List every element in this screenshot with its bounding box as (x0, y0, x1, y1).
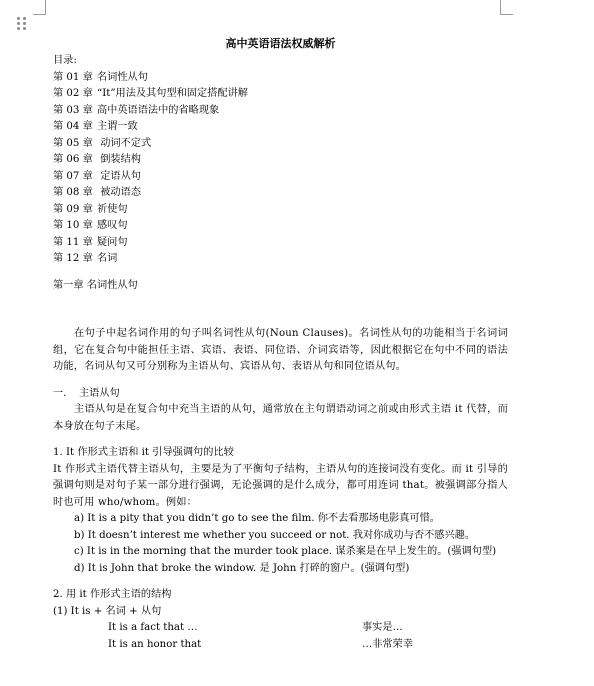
pattern-example-english: It is an honor that (108, 638, 202, 650)
toc-item-title: 感叹句 (97, 220, 128, 231)
toc-heading: 目录: (53, 55, 77, 66)
pattern-example-table (53, 620, 508, 653)
toc-item[interactable] (53, 202, 508, 219)
toc-item-number: 第 02 章 (53, 88, 93, 99)
document-title: 高中英语语法权威解析 (225, 37, 336, 50)
drag-handle-icon[interactable] (17, 17, 27, 33)
table-of-contents (53, 70, 508, 268)
toc-item[interactable] (53, 235, 508, 252)
toc-item-title: 倒装结构 (97, 154, 141, 165)
toc-item[interactable] (53, 185, 508, 202)
toc-item-number: 第 12 章 (53, 253, 93, 264)
example-sentence: c) It is in the morning that the murder took place. 谋杀案是在早上发生的。(强调句型) (74, 546, 497, 557)
toc-item-title: 主谓一致 (97, 121, 138, 132)
toc-item-number: 第 09 章 (53, 203, 93, 215)
toc-item-number: 第 08 章 (53, 187, 93, 198)
toc-item[interactable] (53, 251, 508, 268)
example-sentence: b) It doesn’t interest me whether you succeed or not. 我对你成功与否不感兴趣。 (74, 529, 476, 541)
crop-mark-top-right (500, 0, 513, 15)
pattern-example-row (53, 637, 508, 654)
section-1-title: 主语从句 (79, 387, 120, 399)
chapter-heading: 第一章 名词性从句 (53, 279, 138, 291)
toc-item[interactable] (53, 136, 508, 153)
subsection-2-pattern: (1) It is + 名词 + 从句 (53, 605, 162, 617)
example-sentence: d) It is John that broke the window. 是 John 打碎的窗户。(强调句型) (74, 562, 410, 574)
toc-item-title: 名词性从句 (97, 71, 148, 83)
crop-mark-top-left (33, 0, 46, 15)
toc-item-number: 第 05 章 (53, 137, 93, 149)
section-1-number: 一. (53, 387, 67, 399)
document-body[interactable] (53, 36, 508, 653)
toc-item-number: 第 06 章 (53, 154, 93, 165)
toc-item-title: 祈使句 (97, 203, 128, 215)
toc-item-number: 第 11 章 (53, 236, 93, 248)
toc-item-title: 被动语态 (97, 187, 141, 198)
toc-item[interactable] (53, 103, 508, 120)
toc-item-number: 第 07 章 (53, 170, 93, 182)
pattern-example-row (53, 620, 508, 637)
toc-item[interactable] (53, 119, 508, 136)
section-1-paragraph: 主语从句是在复合句中充当主语的从句，通常放在主句谓语动词之前或由形式主语 it 代替，而本身放在句子末尾。 (53, 404, 508, 432)
toc-item[interactable] (53, 152, 508, 169)
subsection-1-paragraph: It 作形式主语代替主语从句，主要是为了平衡句子结构，主语从句的连接词没有变化。而 it 引导的强调句则是对句子某一部分进行强调，无论强调的是什么成分，都可用连词 that。被强调部分指人时也可用 who/whom。例如： (53, 463, 508, 508)
toc-item-number: 第 03 章 (53, 104, 93, 116)
toc-item-number: 第 01 章 (53, 71, 93, 83)
toc-item[interactable] (53, 86, 508, 103)
toc-item-title: 动词不定式 (97, 137, 152, 149)
toc-item-number: 第 10 章 (53, 220, 93, 231)
subsection-1-heading: 1. It 作形式主语和 it 引导强调句的比较 (53, 447, 234, 458)
toc-item-title: 疑问句 (97, 236, 128, 248)
toc-item[interactable] (53, 70, 508, 87)
section-1-heading (53, 386, 508, 403)
toc-item[interactable] (53, 169, 508, 186)
pattern-example-chinese: …非常荣幸 (362, 638, 413, 650)
toc-item-title: “It”用法及其句型和固定搭配讲解 (97, 88, 248, 99)
toc-item-title: 名词 (97, 253, 118, 264)
example-sentence: a) It is a pity that you didn’t go to see the film. 你不去看那场电影真可惜。 (74, 513, 440, 524)
toc-item-number: 第 04 章 (53, 121, 93, 132)
toc-item[interactable] (53, 218, 508, 235)
pattern-example-english: It is a fact that … (108, 622, 198, 633)
toc-item-title: 定语从句 (97, 170, 141, 182)
subsection-2-heading: 2. 用 it 作形式主语的结构 (53, 589, 172, 600)
intro-paragraph: 在句子中起名词作用的句子叫名词性从句(Noun Clauses)。名词性从句的功能相当于名词词组，它在复合句中能担任主语、宾语、表语、同位语、介词宾语等，因此根据它在句中不同的语法功能，名词从句又可分别称为主语从句、宾语从句、表语从句和同位语从句。 (53, 328, 508, 372)
toc-item-title: 高中英语语法中的省略现象 (97, 104, 220, 116)
pattern-example-chinese: 事实是… (362, 622, 403, 633)
example-list (53, 511, 508, 577)
